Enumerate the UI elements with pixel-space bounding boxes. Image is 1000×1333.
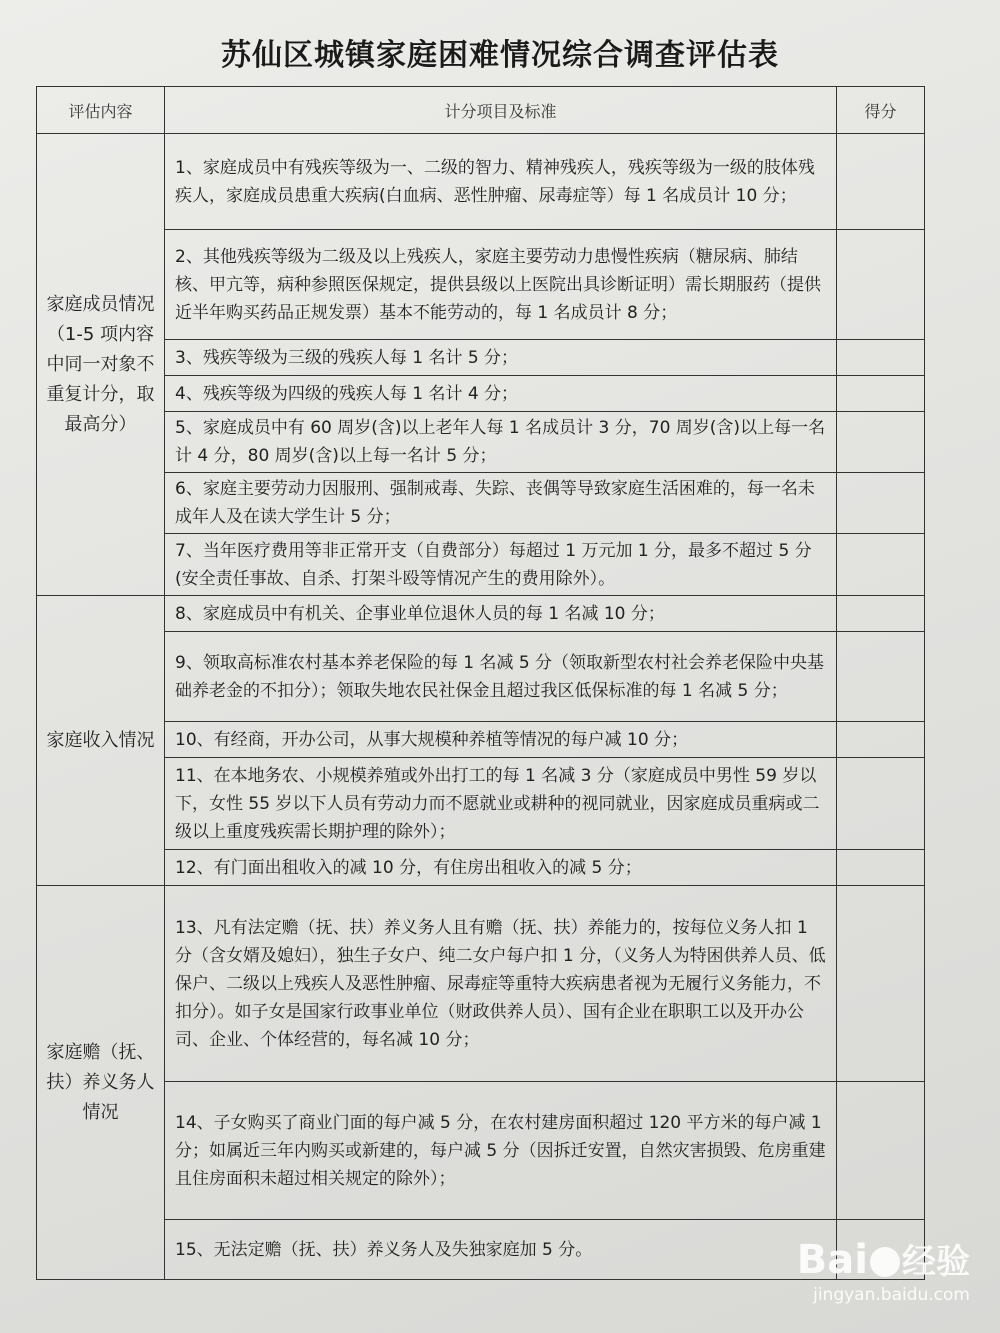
table-header-row — [37, 87, 925, 134]
category-members: 家庭成员情况（1-5 项内容中同一对象不重复计分，取最高分） — [37, 134, 165, 596]
table-row — [37, 758, 925, 850]
category-support: 家庭赡（抚、扶）养义务人情况 — [37, 886, 165, 1280]
table-row — [37, 850, 925, 886]
criteria-item-5: 5、家庭成员中有 60 周岁(含)以上老年人每 1 名成员计 3 分，70 周岁(含)以上每一名计 4 分，80 周岁(含)以上每一名计 5 分； — [165, 412, 837, 473]
criteria-item-2: 2、其他残疾等级为二级及以上残疾人，家庭主要劳动力患慢性疾病（糖尿病、肺结核、甲亢等，病种参照医保规定，提供县级以上医院出具诊断证明）需长期服药（提供近半年购买药品正规发票）基本不能劳动的，每 1 名成员计 8 分； — [165, 230, 837, 340]
score-cell-13[interactable] — [837, 886, 925, 1082]
score-cell-11[interactable] — [837, 758, 925, 850]
watermark-logo-cn: 经验 — [902, 1242, 970, 1282]
watermark-url: jingyan.baidu.com — [813, 1285, 970, 1305]
table-row — [37, 534, 925, 596]
header-criteria: 计分项目及标准 — [165, 87, 837, 134]
paw-icon — [870, 1247, 900, 1277]
score-cell-12[interactable] — [837, 850, 925, 886]
criteria-item-9: 9、领取高标准农村基本养老保险的每 1 名减 5 分（领取新型农村社会养老保险中央基础养老金的不扣分）；领取失地农民社保金且超过我区低保标准的每 1 名减 5 分； — [165, 632, 837, 722]
score-cell-1[interactable] — [837, 134, 925, 230]
table-row — [37, 596, 925, 632]
category-income: 家庭收入情况 — [37, 596, 165, 886]
score-cell-4[interactable] — [837, 376, 925, 412]
criteria-item-1: 1、家庭成员中有残疾等级为一、二级的智力、精神残疾人，残疾等级为一级的肢体残疾人，家庭成员患重大疾病(白血病、恶性肿瘤、尿毒症等）每 1 名成员计 10 分； — [165, 134, 837, 230]
table-row — [37, 632, 925, 722]
table-row — [37, 412, 925, 473]
criteria-item-4: 4、残疾等级为四级的残疾人每 1 名计 4 分； — [165, 376, 837, 412]
criteria-item-14: 14、子女购买了商业门面的每户减 5 分，在农村建房面积超过 120 平方米的每户减 1 分；如属近三年内购买或新建的，每户减 5 分（因拆迁安置，自然灾害损毁、危房重建且住房面积未超过相关规定的除外）； — [165, 1082, 837, 1220]
table-row — [37, 473, 925, 534]
criteria-item-11: 11、在本地务农、小规模养殖或外出打工的每 1 名减 3 分（家庭成员中男性 59 岁以下，女性 55 岁以下人员有劳动力而不愿就业或耕种的视同就业，因家庭成员重病或二级以上重度残疾需长期护理的除外）； — [165, 758, 837, 850]
table-row — [37, 340, 925, 376]
table-row — [37, 886, 925, 1082]
score-cell-6[interactable] — [837, 473, 925, 534]
score-cell-14[interactable] — [837, 1082, 925, 1220]
score-cell-9[interactable] — [837, 632, 925, 722]
table-row — [37, 376, 925, 412]
header-score: 得分 — [837, 87, 925, 134]
criteria-item-10: 10、有经商，开办公司，从事大规模种养植等情况的每户减 10 分； — [165, 722, 837, 758]
table-row — [37, 134, 925, 230]
header-category: 评估内容 — [37, 87, 165, 134]
criteria-item-6: 6、家庭主要劳动力因服刑、强制戒毒、失踪、丧偶等导致家庭生活困难的，每一名未成年人及在读大学生计 5 分； — [165, 473, 837, 534]
score-cell-10[interactable] — [837, 722, 925, 758]
criteria-item-12: 12、有门面出租收入的减 10 分，有住房出租收入的减 5 分； — [165, 850, 837, 886]
watermark-logo-latin: Bai — [796, 1237, 868, 1283]
table-row — [37, 230, 925, 340]
score-cell-3[interactable] — [837, 340, 925, 376]
score-cell-8[interactable] — [837, 596, 925, 632]
criteria-item-8: 8、家庭成员中有机关、企事业单位退休人员的每 1 名减 10 分； — [165, 596, 837, 632]
criteria-item-3: 3、残疾等级为三级的残疾人每 1 名计 5 分； — [165, 340, 837, 376]
table-row — [37, 1082, 925, 1220]
table-row — [37, 722, 925, 758]
table-row — [37, 1220, 925, 1280]
assessment-table — [36, 86, 925, 1280]
document-title: 苏仙区城镇家庭困难情况综合调查评估表 — [221, 38, 779, 73]
baidu-jingyan-watermark — [797, 1234, 970, 1305]
score-cell-7[interactable] — [837, 534, 925, 596]
score-cell-5[interactable] — [837, 412, 925, 473]
watermark-logo — [797, 1234, 970, 1283]
criteria-item-13: 13、凡有法定赡（抚、扶）养义务人且有赡（抚、扶）养能力的，按每位义务人扣 1 分（含女婿及媳妇），独生子女户、纯二女户每户扣 1 分，（义务人为特困供养人员、低保户、二级以上残疾人及恶性肿瘤、尿毒症等重特大疾病患者视为无履行义务能力，不扣分）。如子女是国家行政事业单位（财政供养人员）、国有企业在职职工以及开办公司、企业、个体经营的，每名减 10 分； — [165, 886, 837, 1082]
criteria-item-7: 7、当年医疗费用等非正常开支（自费部分）每超过 1 万元加 1 分，最多不超过 5 分(安全责任事故、自杀、打架斗殴等情况产生的费用除外）。 — [165, 534, 837, 596]
score-cell-2[interactable] — [837, 230, 925, 340]
criteria-item-15: 15、无法定赡（抚、扶）养义务人及失独家庭加 5 分。 — [165, 1220, 837, 1280]
